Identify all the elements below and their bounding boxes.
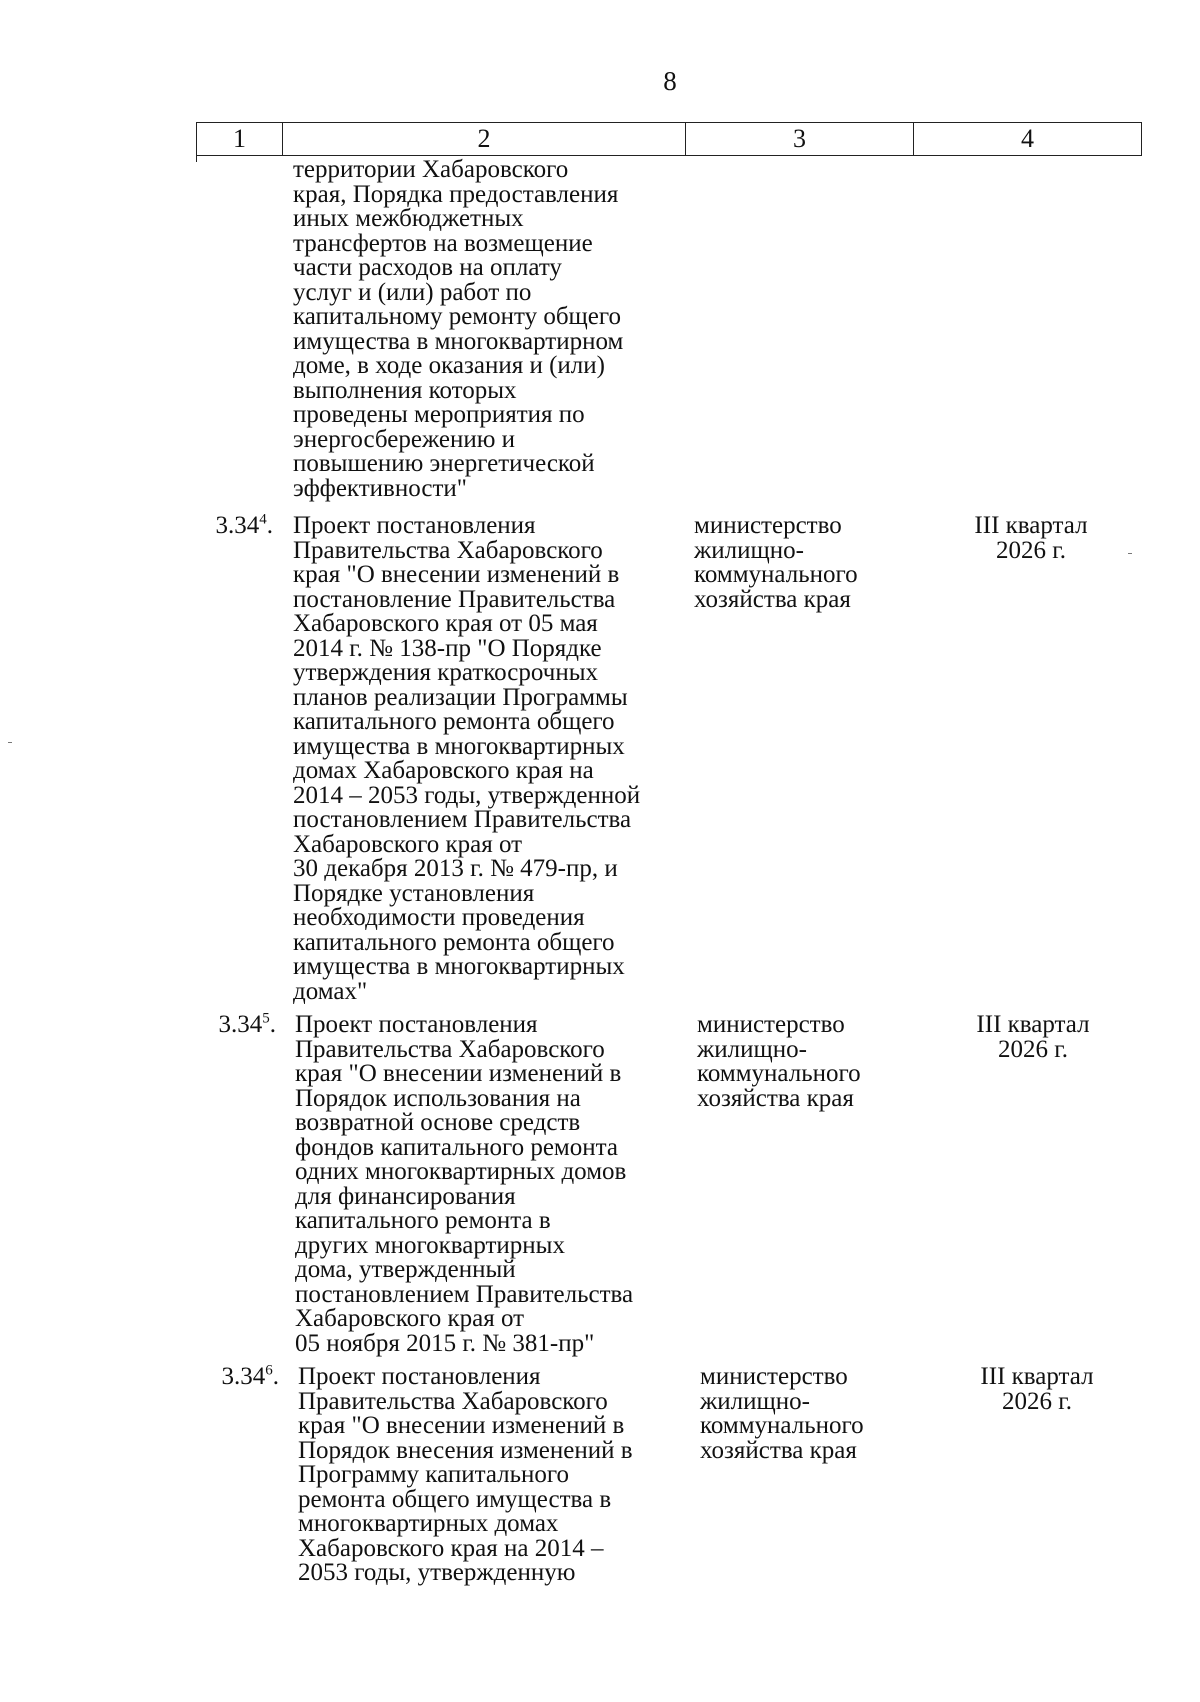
table-header-col-2: 2 [283,123,686,155]
page-number: 8 [663,66,677,96]
scan-speck [8,742,12,743]
row-term: III квартал 2026 г. [976,1011,1090,1063]
row-number: 3.34$^6$. [221,1362,279,1390]
scan-speck [1128,553,1132,554]
row-description: Проект постановления Правительства Хабаровского края "О внесении изменений в постановление Правительства Хабаровского края от 05 мая 2014 г. № 138-пр "О Порядке утверждения краткосрочных планов реализации Программы капитального ремонта общего имущества в многоквартирных домах Хабаровского края на 2014 – 2053 годы, утвержденной постановлением Правительства Хабаровского края от 30 декабря 2013 г. № 479-пр, и Порядке установления необходимости проведения капитального ремонта общего имущества в многоквартирных домах" [293,512,641,1005]
row-term: III квартал 2026 г. [974,512,1088,564]
row-description: Проект постановления Правительства Хабаровского края "О внесении изменений в Порядок внесения изменений в Программу капитального ремонта общего имущества в многоквартирных домах Хабаровского края на 2014 – 2053 годы, утвержденную [298,1363,633,1586]
row-number: 3.34$^5$. [218,1010,276,1038]
column-rule-tick [196,156,197,162]
continued-description: территории Хабаровского края, Порядка предоставления иных межбюджетных трансфертов на возмещение части расходов на оплату услуг и (или) работ по капитальному ремонту общего имущества в многоквартирном доме, в ходе оказания и (или) выполнения которых проведены мероприятия по энергосбережению и повышению энергетической эффективности" [293,156,624,502]
table-header-col-1: 1 [197,123,283,155]
row-responsible: министерство жилищно- коммунального хозяйства края [694,512,858,613]
table-header-row [196,122,1142,156]
row-responsible: министерство жилищно- коммунального хозяйства края [700,1363,864,1464]
row-responsible: министерство жилищно- коммунального хозяйства края [697,1011,861,1112]
row-description: Проект постановления Правительства Хабаровского края "О внесении изменений в Порядок использования на возвратной основе средств фондов капитального ремонта одних многоквартирных домов для финансирования капитального ремонта в других многоквартирных дома, утвержденный постановлением Правительства Хабаровского края от 05 ноября 2015 г. № 381-пр" [295,1011,634,1357]
table-header-col-3: 3 [686,123,914,155]
row-number: 3.34$^4$. [215,511,273,539]
row-term: III квартал 2026 г. [980,1363,1094,1415]
table-header-col-4: 4 [1021,124,1034,153]
